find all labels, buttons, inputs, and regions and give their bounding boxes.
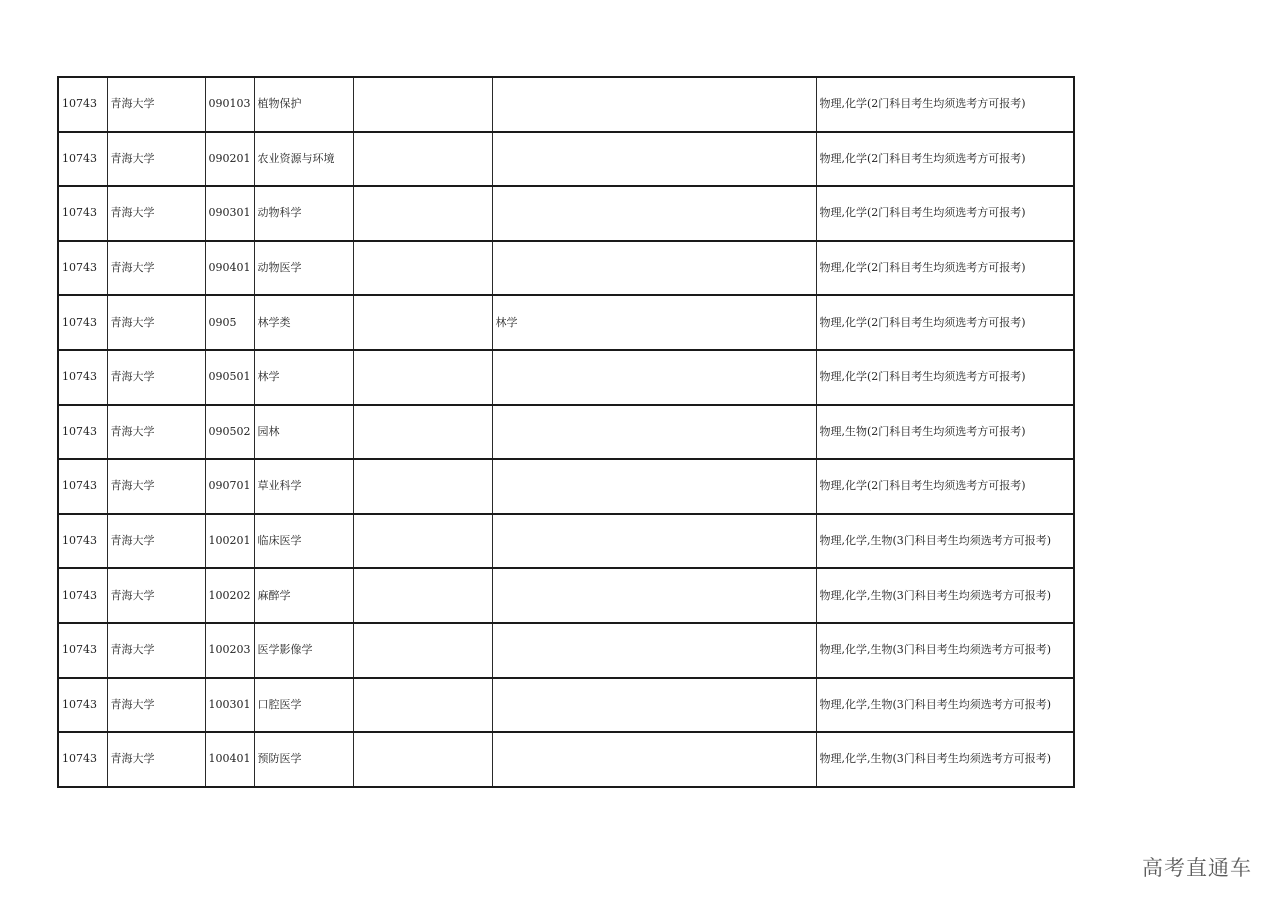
empty-cell	[353, 514, 492, 569]
included-majors-cell	[492, 186, 816, 241]
subject-requirement-cell: 物理,化学(2门科目考生均须选考方可报考)	[816, 77, 1074, 132]
table-row	[58, 350, 1074, 405]
subject-requirement-cell: 物理,化学,生物(3门科目考生均须选考方可报考)	[816, 514, 1074, 569]
major-name-cell: 林学	[254, 350, 353, 405]
subject-requirement-cell: 物理,生物(2门科目考生均须选考方可报考)	[816, 405, 1074, 460]
institution-code-cell: 10743	[58, 568, 107, 623]
subject-requirement-cell: 物理,化学(2门科目考生均须选考方可报考)	[816, 132, 1074, 187]
institution-name-cell: 青海大学	[107, 459, 205, 514]
subject-requirement-cell: 物理,化学,生物(3门科目考生均须选考方可报考)	[816, 678, 1074, 733]
institution-code-cell: 10743	[58, 295, 107, 350]
empty-cell	[353, 241, 492, 296]
included-majors-cell: 林学	[492, 295, 816, 350]
included-majors-cell	[492, 132, 816, 187]
empty-cell	[353, 186, 492, 241]
subject-requirement-cell: 物理,化学,生物(3门科目考生均须选考方可报考)	[816, 568, 1074, 623]
included-majors-cell	[492, 678, 816, 733]
empty-cell	[353, 405, 492, 460]
institution-name-cell: 青海大学	[107, 732, 205, 787]
table-row	[58, 732, 1074, 787]
watermark: 高考直通车	[1142, 856, 1252, 880]
major-name-cell: 植物保护	[254, 77, 353, 132]
subject-requirement-cell: 物理,化学(2门科目考生均须选考方可报考)	[816, 350, 1074, 405]
institution-code-cell: 10743	[58, 350, 107, 405]
institution-name-cell: 青海大学	[107, 405, 205, 460]
subject-requirements-table	[57, 76, 1075, 788]
institution-code-cell: 10743	[58, 132, 107, 187]
major-name-cell: 动物医学	[254, 241, 353, 296]
major-code-cell: 090401	[205, 241, 254, 296]
major-name-cell: 农业资源与环境	[254, 132, 353, 187]
empty-cell	[353, 350, 492, 405]
institution-code-cell: 10743	[58, 623, 107, 678]
institution-name-cell: 青海大学	[107, 568, 205, 623]
table-row	[58, 77, 1074, 132]
table-row	[58, 623, 1074, 678]
major-name-cell: 草业科学	[254, 459, 353, 514]
major-code-cell: 090103	[205, 77, 254, 132]
major-code-cell: 100401	[205, 732, 254, 787]
institution-code-cell: 10743	[58, 241, 107, 296]
major-code-cell: 090502	[205, 405, 254, 460]
institution-code-cell: 10743	[58, 678, 107, 733]
major-name-cell: 麻醉学	[254, 568, 353, 623]
major-name-cell: 林学类	[254, 295, 353, 350]
included-majors-cell	[492, 623, 816, 678]
subject-requirement-cell: 物理,化学,生物(3门科目考生均须选考方可报考)	[816, 732, 1074, 787]
subject-requirement-cell: 物理,化学(2门科目考生均须选考方可报考)	[816, 295, 1074, 350]
table-row	[58, 241, 1074, 296]
institution-name-cell: 青海大学	[107, 77, 205, 132]
institution-name-cell: 青海大学	[107, 132, 205, 187]
empty-cell	[353, 295, 492, 350]
major-name-cell: 口腔医学	[254, 678, 353, 733]
subject-requirement-cell: 物理,化学,生物(3门科目考生均须选考方可报考)	[816, 623, 1074, 678]
empty-cell	[353, 623, 492, 678]
table-row	[58, 568, 1074, 623]
major-code-cell: 090501	[205, 350, 254, 405]
institution-name-cell: 青海大学	[107, 241, 205, 296]
institution-code-cell: 10743	[58, 186, 107, 241]
major-name-cell: 动物科学	[254, 186, 353, 241]
included-majors-cell	[492, 405, 816, 460]
included-majors-cell	[492, 514, 816, 569]
empty-cell	[353, 568, 492, 623]
major-name-cell: 临床医学	[254, 514, 353, 569]
institution-code-cell: 10743	[58, 405, 107, 460]
major-code-cell: 090701	[205, 459, 254, 514]
table-row	[58, 405, 1074, 460]
institution-name-cell: 青海大学	[107, 623, 205, 678]
major-code-cell: 100201	[205, 514, 254, 569]
empty-cell	[353, 678, 492, 733]
institution-code-cell: 10743	[58, 732, 107, 787]
empty-cell	[353, 77, 492, 132]
institution-code-cell: 10743	[58, 514, 107, 569]
major-code-cell: 100203	[205, 623, 254, 678]
major-code-cell: 100202	[205, 568, 254, 623]
institution-code-cell: 10743	[58, 459, 107, 514]
table-body	[58, 77, 1074, 787]
table-row	[58, 459, 1074, 514]
included-majors-cell	[492, 459, 816, 514]
subject-requirement-cell: 物理,化学(2门科目考生均须选考方可报考)	[816, 459, 1074, 514]
institution-code-cell: 10743	[58, 77, 107, 132]
major-code-cell: 090201	[205, 132, 254, 187]
major-name-cell: 预防医学	[254, 732, 353, 787]
institution-name-cell: 青海大学	[107, 514, 205, 569]
included-majors-cell	[492, 77, 816, 132]
empty-cell	[353, 132, 492, 187]
major-code-cell: 090301	[205, 186, 254, 241]
table-row	[58, 132, 1074, 187]
major-code-cell: 0905	[205, 295, 254, 350]
table-row	[58, 514, 1074, 569]
major-name-cell: 医学影像学	[254, 623, 353, 678]
included-majors-cell	[492, 732, 816, 787]
empty-cell	[353, 459, 492, 514]
institution-name-cell: 青海大学	[107, 678, 205, 733]
table-row	[58, 295, 1074, 350]
included-majors-cell	[492, 568, 816, 623]
subject-requirement-cell: 物理,化学(2门科目考生均须选考方可报考)	[816, 186, 1074, 241]
table-row	[58, 678, 1074, 733]
institution-name-cell: 青海大学	[107, 295, 205, 350]
major-code-cell: 100301	[205, 678, 254, 733]
subject-requirement-cell: 物理,化学(2门科目考生均须选考方可报考)	[816, 241, 1074, 296]
empty-cell	[353, 732, 492, 787]
table-row	[58, 186, 1074, 241]
institution-name-cell: 青海大学	[107, 350, 205, 405]
institution-name-cell: 青海大学	[107, 186, 205, 241]
included-majors-cell	[492, 241, 816, 296]
included-majors-cell	[492, 350, 816, 405]
major-name-cell: 园林	[254, 405, 353, 460]
